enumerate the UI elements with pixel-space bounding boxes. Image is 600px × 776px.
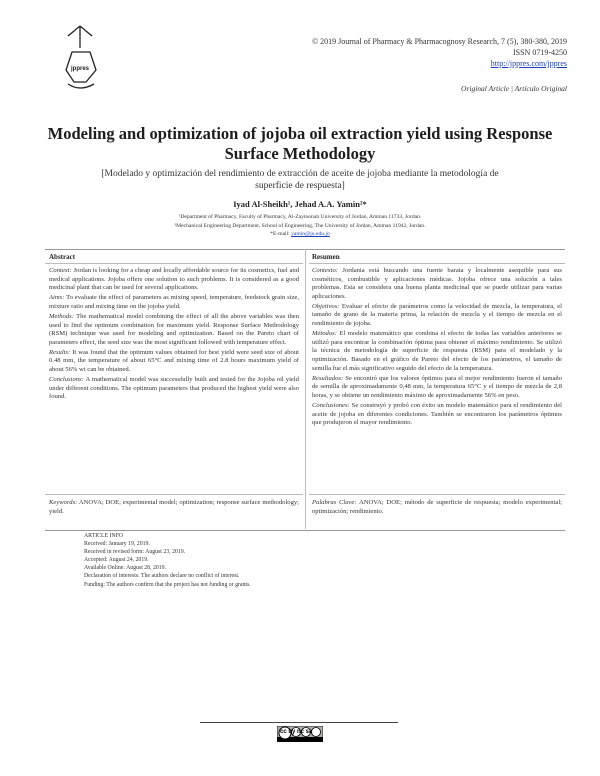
citation: © 2019 Journal of Pharmacy & Pharmacognosy Research, 7 (5), 380-380, 2019 <box>312 37 567 46</box>
email-label: *E-mail: <box>270 231 290 237</box>
affiliations <box>40 213 560 239</box>
abstract-methods: Methods: The mathematical model combining the effect of all the above variables was then used to find the optimum combination for maximum yield. Response Surface Methodology (RSM) technique was used for modeling and optimization. Based on the Pareto chart of parameters effect, the seed size was the most significant followed with temperature effect. <box>49 312 299 346</box>
footer-rule <box>200 722 398 723</box>
column-divider <box>305 249 306 529</box>
resumen-rule <box>309 263 565 264</box>
palabras-rule <box>309 494 565 495</box>
resumen-heading: Resumen <box>312 253 340 261</box>
palabras-clave: Palabras Clave: ANOVA; DOE; método de superficie de respuesta; modelo experimental; optimización; rendimiento. <box>312 499 562 515</box>
authors: Iyad Al-Sheikh¹, Jehad A.A. Yamin²* <box>233 199 367 209</box>
funding-statement: Funding: The authors confirm that the project has not funding or grants. <box>84 581 251 588</box>
resumen-objetivos: Objetivos: Evaluar el efecto de parámetros como la velocidad de mezcla, la temperatura, el tamaño de grano de la materia prima, la relación de mezcla y el tiempo de mezcla en el rendimiento de jojoba. <box>312 302 562 328</box>
email-link[interactable]: yamin@ju.edu.jo <box>291 231 330 237</box>
keywords: Keywords: ANOVA; DOE; experimental model; optimization; response surface methodology; yield. <box>49 499 299 515</box>
logo-text: jppres <box>71 66 90 72</box>
resumen-resultados: Resultados: Se encontró que los valores óptimos para el mejor rendimiento fueron el tamaño de semilla de aproximadamente 0,48 mm, la temperatura 65°C y el tiempo de mezcla de 2,8 horas, y se obtiene un rendimiento máximo de aproximadamente 56% en peso. <box>312 374 562 399</box>
abstract-body <box>49 267 299 403</box>
abstract-conclusions: Conclusions: A mathematical model was successfully built and tested for the Jojoba oil yield under different conditions. The optimum parameters that produced the highest yield were also found. <box>49 376 299 401</box>
revised-date: Received in revised form: August 23, 2019. <box>84 549 186 556</box>
resumen-metodos: Métodos: El modelo matemático que combina el efecto de todas las variables anteriores se utilizó para encontrar la combinación óptima para obtener el máximo rendimiento. Se utilizó la técnica de metodología de superficie de respuesta (RSM) para el modelado y la optimización. Basado en el gráfico de Pareto del efecto de los parámetros, el tamaño de semilla fue el más significativo seguido del efecto de la temperatura. <box>312 330 562 372</box>
abstract-context: Context: Jordan is looking for a cheap and locally affordable source for its cosmetics, fuel and medical applications. Jojoba offers one solution to such problems. It is considered as a good medicinal plant that can be used for several applications. <box>49 267 299 292</box>
received-date: Received: January 19, 2019. <box>84 541 150 548</box>
interests-declaration: Declaration of interests: The authors declare no conflict of interest. <box>84 573 240 580</box>
article-type: Original Article | Artículo Original <box>461 84 567 93</box>
paper-title: Modeling and optimization of jojoba oil extraction yield using Response Surface Methodology <box>47 124 553 163</box>
abstract-rule <box>45 263 303 264</box>
cc-badge-text: cc by nc sa <box>280 729 313 735</box>
online-date: Available Online: August 28, 2019. <box>84 565 167 572</box>
paper-subtitle: [Modelado y optimización del rendimiento de extracción de aceite de jojoba mediante la metodología de superficie de respuesta] <box>101 169 499 191</box>
affiliation-2: ²Mechanical Engineering Department, School of Engineering, The University of Jordan, Amman 11942, Jordan. <box>174 222 426 229</box>
resumen-contexto: Contexto: Jordania está buscando una fuente barata y localmente asequible para sus cosméticos, combustible y aplicaciones médicas. Jojoba ofrece una solución a tales problemas. Esta se considera una buena planta medicinal que se puede utilizar para varias aplicaciones. <box>312 267 562 300</box>
article-info <box>84 532 251 589</box>
cc-license-badge[interactable] <box>277 726 323 747</box>
journal-logo <box>58 22 104 96</box>
accepted-date: Accepted: August 24, 2019. <box>84 557 149 564</box>
resumen-conclusiones: Conclusiones: Se construyó y probó con éxito un modelo matemático para el rendimiento del aceite de jojoba en diferentes condiciones. También se encontraron los parámetros óptimos que produjeron el mayor rendimiento. <box>312 401 562 427</box>
affiliation-1: ¹Department of Pharmacy, Faculty of Pharmacy, Al-Zaytoonah University of Jordan, Amman 11733, Jordan. <box>178 214 422 220</box>
resumen-body <box>312 267 562 429</box>
abstract-results: Results: It was found that the optimum values obtained for best yield were seed size of about 0.48 mm, the temperature of about 65°C and mixing time of 2.8 hours maximum yield of about 56% wt can be obtained. <box>49 348 299 374</box>
abstract-aims: Aims: To evaluate the effect of parameters as mixing speed, temperature, feedstock grain size, mixture ratio and mixing time on the jojoba yield. <box>49 294 299 310</box>
keywords-rule <box>45 494 303 495</box>
journal-url[interactable]: http://jppres.com/jppres <box>490 59 567 68</box>
issn: ISSN 0719-4250 <box>512 48 567 57</box>
article-info-heading: ARTICLE INFO <box>84 533 124 539</box>
abstract-heading: Abstract <box>49 253 76 261</box>
